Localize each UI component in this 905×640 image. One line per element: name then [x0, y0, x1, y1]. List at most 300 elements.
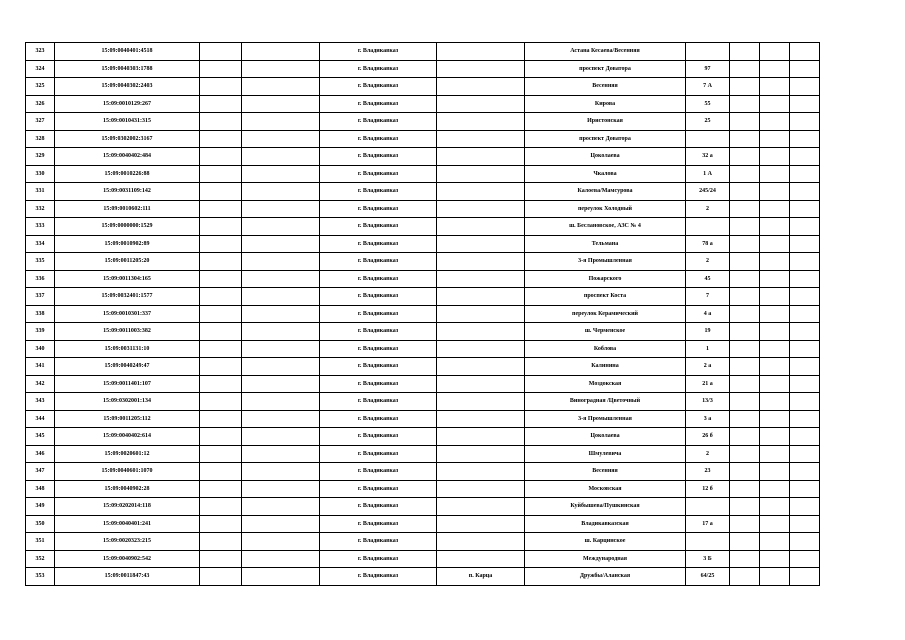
row-number: 327	[26, 113, 55, 131]
street: Московская	[525, 480, 686, 498]
empty-cell	[790, 550, 820, 568]
empty-cell	[730, 533, 760, 551]
house-number: 2	[686, 253, 730, 271]
cadastral-number: 15:09:0032401:1577	[55, 288, 200, 306]
table-row	[26, 305, 820, 323]
empty-cell	[730, 410, 760, 428]
house-number: 1	[686, 340, 730, 358]
cadastral-number: 15:09:0011205:112	[55, 410, 200, 428]
table-row	[26, 480, 820, 498]
street: Шмулевича	[525, 445, 686, 463]
house-number: 3 Б	[686, 550, 730, 568]
cadastral-number: 15:09:0040902:28	[55, 480, 200, 498]
table-row	[26, 78, 820, 96]
row-number: 329	[26, 148, 55, 166]
street: переулок Холодный	[525, 200, 686, 218]
empty-cell	[790, 410, 820, 428]
row-number: 326	[26, 95, 55, 113]
empty-cell	[242, 340, 320, 358]
locality	[437, 270, 525, 288]
empty-cell	[730, 218, 760, 236]
street: ш. Черменское	[525, 323, 686, 341]
empty-cell	[242, 95, 320, 113]
empty-cell	[760, 113, 790, 131]
cadastral-number: 15:09:0040302:2403	[55, 78, 200, 96]
row-number: 346	[26, 445, 55, 463]
empty-cell	[242, 428, 320, 446]
table-row	[26, 60, 820, 78]
city: г. Владикавказ	[320, 60, 437, 78]
city: г. Владикавказ	[320, 183, 437, 201]
empty-cell	[242, 480, 320, 498]
cadastral-number: 15:09:0011401:107	[55, 375, 200, 393]
locality	[437, 43, 525, 61]
city: г. Владикавказ	[320, 480, 437, 498]
empty-cell	[242, 218, 320, 236]
empty-cell	[242, 323, 320, 341]
empty-cell	[200, 130, 242, 148]
cadastral-number: 15:09:0010602:111	[55, 200, 200, 218]
house-number: 13/3	[686, 393, 730, 411]
locality	[437, 183, 525, 201]
table-body	[26, 43, 820, 586]
table-row	[26, 340, 820, 358]
row-number: 334	[26, 235, 55, 253]
cadastral-number: 15:09:0302001:134	[55, 393, 200, 411]
cadastral-number: 15:09:0010301:337	[55, 305, 200, 323]
empty-cell	[242, 533, 320, 551]
city: г. Владикавказ	[320, 43, 437, 61]
cadastral-number: 15:09:0040402:484	[55, 148, 200, 166]
table-row	[26, 463, 820, 481]
empty-cell	[242, 410, 320, 428]
empty-cell	[730, 200, 760, 218]
city: г. Владикавказ	[320, 235, 437, 253]
cadastral-number: 15:09:0040249:47	[55, 358, 200, 376]
table-row	[26, 323, 820, 341]
cadastral-number: 15:09:0011847:43	[55, 568, 200, 586]
street: проспект Доватора	[525, 60, 686, 78]
cadastral-number: 15:09:0202014:118	[55, 498, 200, 516]
cadastral-number: 15:09:0040401:241	[55, 515, 200, 533]
empty-cell	[242, 358, 320, 376]
empty-cell	[200, 200, 242, 218]
street: Весенняя	[525, 78, 686, 96]
empty-cell	[200, 375, 242, 393]
row-number: 323	[26, 43, 55, 61]
empty-cell	[790, 78, 820, 96]
empty-cell	[242, 200, 320, 218]
empty-cell	[790, 480, 820, 498]
empty-cell	[760, 515, 790, 533]
locality	[437, 113, 525, 131]
empty-cell	[200, 568, 242, 586]
empty-cell	[730, 393, 760, 411]
empty-cell	[242, 568, 320, 586]
locality	[437, 148, 525, 166]
empty-cell	[242, 305, 320, 323]
empty-cell	[242, 78, 320, 96]
table-row	[26, 148, 820, 166]
row-number: 337	[26, 288, 55, 306]
table-row	[26, 393, 820, 411]
row-number: 332	[26, 200, 55, 218]
empty-cell	[242, 463, 320, 481]
street: Дружбы/Аланская	[525, 568, 686, 586]
cadastral-number: 15:09:0000000:1529	[55, 218, 200, 236]
empty-cell	[760, 340, 790, 358]
empty-cell	[730, 550, 760, 568]
city: г. Владикавказ	[320, 165, 437, 183]
empty-cell	[760, 95, 790, 113]
empty-cell	[790, 445, 820, 463]
cadastral-number: 15:09:0011003:382	[55, 323, 200, 341]
empty-cell	[242, 183, 320, 201]
house-number: 25	[686, 113, 730, 131]
house-number: 64/25	[686, 568, 730, 586]
empty-cell	[200, 95, 242, 113]
row-number: 351	[26, 533, 55, 551]
locality	[437, 235, 525, 253]
city: г. Владикавказ	[320, 375, 437, 393]
street: Международная	[525, 550, 686, 568]
empty-cell	[200, 270, 242, 288]
empty-cell	[730, 445, 760, 463]
row-number: 343	[26, 393, 55, 411]
city: г. Владикавказ	[320, 95, 437, 113]
empty-cell	[760, 480, 790, 498]
empty-cell	[242, 130, 320, 148]
empty-cell	[730, 305, 760, 323]
cadastral-number: 15:09:0011205:20	[55, 253, 200, 271]
empty-cell	[730, 340, 760, 358]
house-number: 3 а	[686, 410, 730, 428]
house-number: 19	[686, 323, 730, 341]
empty-cell	[200, 60, 242, 78]
city: г. Владикавказ	[320, 323, 437, 341]
house-number: 2	[686, 200, 730, 218]
locality	[437, 480, 525, 498]
locality	[437, 393, 525, 411]
locality	[437, 428, 525, 446]
empty-cell	[790, 305, 820, 323]
locality	[437, 550, 525, 568]
house-number: 7	[686, 288, 730, 306]
table-row	[26, 515, 820, 533]
empty-cell	[730, 43, 760, 61]
empty-cell	[760, 568, 790, 586]
city: г. Владикавказ	[320, 340, 437, 358]
house-number: 45	[686, 270, 730, 288]
empty-cell	[790, 323, 820, 341]
empty-cell	[242, 270, 320, 288]
empty-cell	[200, 113, 242, 131]
cadastral-number: 15:09:0040303:1788	[55, 60, 200, 78]
table-row	[26, 375, 820, 393]
empty-cell	[242, 113, 320, 131]
row-number: 347	[26, 463, 55, 481]
empty-cell	[200, 165, 242, 183]
table-row	[26, 113, 820, 131]
house-number: 4 а	[686, 305, 730, 323]
empty-cell	[760, 428, 790, 446]
house-number: 12 б	[686, 480, 730, 498]
city: г. Владикавказ	[320, 270, 437, 288]
table-row	[26, 218, 820, 236]
table-row	[26, 235, 820, 253]
cadastral-number: 15:09:0040601:1070	[55, 463, 200, 481]
locality	[437, 200, 525, 218]
row-number: 348	[26, 480, 55, 498]
empty-cell	[730, 60, 760, 78]
locality	[437, 498, 525, 516]
empty-cell	[760, 305, 790, 323]
street: Коблова	[525, 340, 686, 358]
locality	[437, 410, 525, 428]
empty-cell	[730, 78, 760, 96]
empty-cell	[200, 148, 242, 166]
city: г. Владикавказ	[320, 428, 437, 446]
cadastral-number: 15:09:0040902:542	[55, 550, 200, 568]
empty-cell	[730, 95, 760, 113]
empty-cell	[730, 568, 760, 586]
locality	[437, 305, 525, 323]
empty-cell	[730, 288, 760, 306]
empty-cell	[730, 113, 760, 131]
cadastral-number: 15:09:0011304:165	[55, 270, 200, 288]
row-number: 353	[26, 568, 55, 586]
row-number: 330	[26, 165, 55, 183]
empty-cell	[790, 270, 820, 288]
empty-cell	[760, 393, 790, 411]
locality	[437, 533, 525, 551]
empty-cell	[790, 288, 820, 306]
house-number: 78 а	[686, 235, 730, 253]
empty-cell	[730, 165, 760, 183]
empty-cell	[790, 533, 820, 551]
empty-cell	[760, 253, 790, 271]
empty-cell	[790, 375, 820, 393]
cadastral-number: 15:09:0031109:142	[55, 183, 200, 201]
city: г. Владикавказ	[320, 393, 437, 411]
house-number: 2	[686, 445, 730, 463]
cadastral-number: 15:09:0010226:88	[55, 165, 200, 183]
table-row	[26, 445, 820, 463]
city: г. Владикавказ	[320, 533, 437, 551]
empty-cell	[760, 533, 790, 551]
city: г. Владикавказ	[320, 463, 437, 481]
street: Весенняя	[525, 463, 686, 481]
street: 3-я Промышленная	[525, 410, 686, 428]
empty-cell	[200, 358, 242, 376]
locality	[437, 78, 525, 96]
empty-cell	[200, 463, 242, 481]
row-number: 344	[26, 410, 55, 428]
street: Пожарского	[525, 270, 686, 288]
locality	[437, 218, 525, 236]
table-row	[26, 498, 820, 516]
empty-cell	[200, 253, 242, 271]
empty-cell	[760, 148, 790, 166]
empty-cell	[760, 60, 790, 78]
row-number: 335	[26, 253, 55, 271]
street: переулок Керамический	[525, 305, 686, 323]
street: Калоева/Мамсурова	[525, 183, 686, 201]
empty-cell	[790, 43, 820, 61]
locality	[437, 95, 525, 113]
empty-cell	[200, 515, 242, 533]
empty-cell	[790, 568, 820, 586]
cadastral-number: 15:09:0020323:215	[55, 533, 200, 551]
street: проспект Коста	[525, 288, 686, 306]
locality	[437, 463, 525, 481]
city: г. Владикавказ	[320, 253, 437, 271]
row-number: 333	[26, 218, 55, 236]
cadastral-number: 15:09:0020601:12	[55, 445, 200, 463]
empty-cell	[790, 148, 820, 166]
house-number	[686, 130, 730, 148]
cadastral-number: 15:09:0010431:315	[55, 113, 200, 131]
empty-cell	[760, 445, 790, 463]
city: г. Владикавказ	[320, 78, 437, 96]
table-row	[26, 533, 820, 551]
row-number: 349	[26, 498, 55, 516]
empty-cell	[242, 550, 320, 568]
empty-cell	[760, 200, 790, 218]
table-row	[26, 43, 820, 61]
empty-cell	[790, 165, 820, 183]
empty-cell	[790, 393, 820, 411]
row-number: 342	[26, 375, 55, 393]
empty-cell	[242, 165, 320, 183]
empty-cell	[200, 43, 242, 61]
empty-cell	[790, 253, 820, 271]
cadastral-number: 15:09:0040402:614	[55, 428, 200, 446]
empty-cell	[730, 235, 760, 253]
locality	[437, 253, 525, 271]
house-number: 17 а	[686, 515, 730, 533]
empty-cell	[200, 410, 242, 428]
locality	[437, 130, 525, 148]
empty-cell	[730, 130, 760, 148]
empty-cell	[730, 270, 760, 288]
street: Астана Кесаева/Весенняя	[525, 43, 686, 61]
row-number: 339	[26, 323, 55, 341]
street: Калинина	[525, 358, 686, 376]
city: г. Владикавказ	[320, 358, 437, 376]
empty-cell	[760, 130, 790, 148]
empty-cell	[760, 43, 790, 61]
city: г. Владикавказ	[320, 148, 437, 166]
row-number: 345	[26, 428, 55, 446]
empty-cell	[242, 498, 320, 516]
empty-cell	[790, 113, 820, 131]
row-number: 325	[26, 78, 55, 96]
city: г. Владикавказ	[320, 288, 437, 306]
empty-cell	[760, 463, 790, 481]
house-number: 23	[686, 463, 730, 481]
empty-cell	[200, 533, 242, 551]
empty-cell	[242, 235, 320, 253]
street: Владикавказская	[525, 515, 686, 533]
empty-cell	[730, 253, 760, 271]
locality	[437, 358, 525, 376]
empty-cell	[790, 218, 820, 236]
empty-cell	[242, 253, 320, 271]
empty-cell	[760, 78, 790, 96]
house-number	[686, 218, 730, 236]
empty-cell	[242, 148, 320, 166]
empty-cell	[242, 515, 320, 533]
table-row	[26, 200, 820, 218]
house-number	[686, 498, 730, 516]
empty-cell	[730, 515, 760, 533]
locality	[437, 288, 525, 306]
locality	[437, 323, 525, 341]
house-number: 7 А	[686, 78, 730, 96]
empty-cell	[760, 375, 790, 393]
empty-cell	[200, 428, 242, 446]
empty-cell	[790, 340, 820, 358]
empty-cell	[242, 60, 320, 78]
table-row	[26, 165, 820, 183]
registry-sheet	[25, 42, 820, 586]
cadastral-number: 15:09:0010902:89	[55, 235, 200, 253]
empty-cell	[200, 480, 242, 498]
empty-cell	[200, 288, 242, 306]
street: Иристонская	[525, 113, 686, 131]
table-row	[26, 428, 820, 446]
empty-cell	[760, 218, 790, 236]
house-number: 55	[686, 95, 730, 113]
city: г. Владикавказ	[320, 410, 437, 428]
row-number: 352	[26, 550, 55, 568]
empty-cell	[790, 200, 820, 218]
empty-cell	[760, 270, 790, 288]
locality	[437, 445, 525, 463]
house-number: 21 а	[686, 375, 730, 393]
empty-cell	[242, 288, 320, 306]
table-row	[26, 550, 820, 568]
table-row	[26, 568, 820, 586]
row-number: 328	[26, 130, 55, 148]
locality	[437, 165, 525, 183]
locality: п. Карца	[437, 568, 525, 586]
empty-cell	[790, 183, 820, 201]
empty-cell	[790, 498, 820, 516]
empty-cell	[730, 323, 760, 341]
empty-cell	[200, 393, 242, 411]
house-number: 1 А	[686, 165, 730, 183]
locality	[437, 340, 525, 358]
street: ш. Карцинское	[525, 533, 686, 551]
locality	[437, 375, 525, 393]
locality	[437, 60, 525, 78]
city: г. Владикавказ	[320, 218, 437, 236]
empty-cell	[760, 165, 790, 183]
city: г. Владикавказ	[320, 498, 437, 516]
city: г. Владикавказ	[320, 550, 437, 568]
empty-cell	[200, 78, 242, 96]
cadastral-number: 15:09:0010129:267	[55, 95, 200, 113]
empty-cell	[242, 445, 320, 463]
table-row	[26, 183, 820, 201]
empty-cell	[790, 428, 820, 446]
empty-cell	[790, 463, 820, 481]
city: г. Владикавказ	[320, 445, 437, 463]
locality	[437, 515, 525, 533]
empty-cell	[242, 393, 320, 411]
